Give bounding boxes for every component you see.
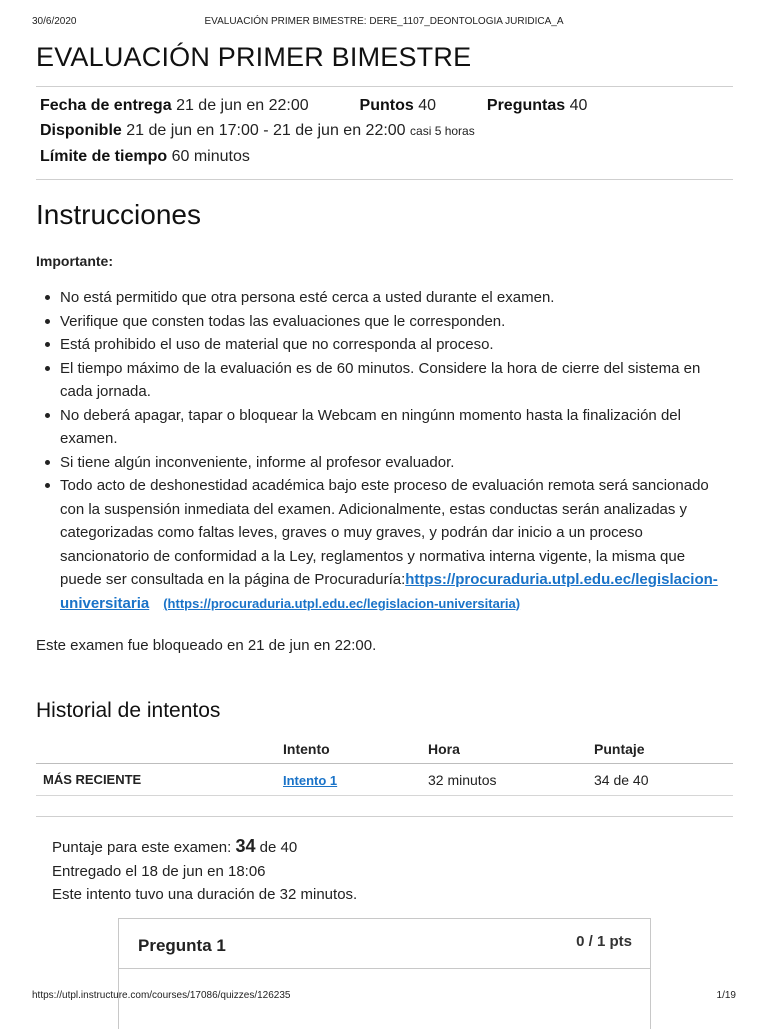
list-item [36,333,726,357]
attempt-time: 32 minutos [428,764,594,796]
page-counter: 1/19 [716,990,736,1001]
rule-text: Todo acto de deshonestidad académica bajo este proceso de evaluación remota será sancionado con la suspensión inmediata del examen. Adicionalmente, estas conductas serán analizadas y categorizadas como faltas leves, graves o muy graves, y podrán dar inicio a un proceso sancionatorio de conformidad a la Ley, reglamentos y normativa interna vigente, la misma que puede ser consultada en la página de Procuraduría: [60,477,709,588]
divider [36,816,733,817]
bullet-icon [45,413,50,418]
rule-text: Está prohibido el uso de material que no corresponda al proceso. [60,336,494,353]
column-header: Puntaje [594,734,733,764]
available-note: casi 5 horas [410,124,475,138]
duration-text: Este intento tuvo una duración de 32 minutos. [52,886,358,903]
submitted-text: Entregado el 18 de jun en 18:06 [52,863,266,880]
time-limit-label: Límite de tiempo [40,148,168,165]
print-url: https://utpl.instructure.com/courses/17086/quizzes/126235 [32,990,291,1001]
score-value: 34 [235,836,256,856]
table-row [36,764,733,796]
table-header-row [36,734,733,764]
attempt-score: 34 de 40 [594,764,733,796]
questions-value: 40 [569,97,588,114]
list-item [36,357,726,404]
print-header [0,16,768,32]
available-value: 21 de jun en 17:00 - 21 de jun en 22:00 [126,122,406,139]
bullet-icon [45,342,50,347]
list-item [36,451,726,475]
points-value: 40 [418,97,436,114]
question-points: 0 / 1 pts [576,933,632,950]
print-document-title: EVALUACIÓN PRIMER BIMESTRE: DERE_1107_DEONTOLOGIA JURIDICA_A [204,16,564,27]
quiz-title: EVALUACIÓN PRIMER BIMESTRE [36,42,472,72]
available-label: Disponible [40,122,122,139]
quiz-meta-row-2 [40,122,475,140]
bullet-icon [45,366,50,371]
due-label: Fecha de entrega [40,97,172,114]
bullet-icon [45,319,50,324]
bullet-icon [45,295,50,300]
list-item [36,474,726,615]
quiz-meta-row-3 [40,148,250,166]
attempt-link[interactable]: Intento 1 [283,772,338,788]
attempt-label: MÁS RECIENTE [36,764,283,796]
rule-text: No está permitido que otra persona esté cerca a usted durante el examen. [60,289,555,306]
question-card [118,918,651,1029]
list-item [36,286,726,310]
attempts-table [36,734,733,796]
quiz-meta-row-1 [40,97,587,115]
bullet-icon [45,483,50,488]
column-header: Hora [428,734,594,764]
rule-text: Verifique que consten todas las evaluaciones que le corresponden. [60,312,506,330]
history-heading: Historial de intentos [36,699,221,722]
column-header: Intento [283,734,428,764]
rules-list [36,286,726,615]
rule-text: El tiempo máximo de la evaluación es de 60 minutos. Considere la hora de cierre del sistema en cada jornada. [60,359,701,400]
questions-label: Preguntas [486,97,566,114]
bullet-icon [45,460,50,465]
question-title: Pregunta 1 [138,936,226,955]
legislation-link[interactable]: https://procuraduria.utpl.edu.ec/legislacion-universitaria [60,571,718,612]
column-header [36,734,283,764]
important-label: Importante: [36,253,113,269]
instructions-heading: Instrucciones [36,199,201,230]
points-label: Puntos [359,97,414,114]
divider [36,86,733,87]
score-suffix: de 40 [259,839,298,856]
list-item [36,310,726,334]
time-limit-value: 60 minutos [171,148,250,165]
locked-notice: Este examen fue bloqueado en 21 de jun en 22:00. [36,637,377,654]
print-date: 30/6/2020 [32,16,77,27]
due-value: 21 de jun en 22:00 [176,97,309,114]
rule-text: No deberá apagar, tapar o bloquear la Webcam en ningúnn momento hasta la finalización del examen. [60,406,681,447]
score-summary [52,836,297,857]
rule-text: Si tiene algún inconveniente, informe al profesor evaluador. [60,453,455,471]
score-prefix: Puntaje para este examen: [52,839,232,856]
legislation-link-url[interactable]: (https://procuraduria.utpl.edu.ec/legislacion-universitaria) [163,595,521,611]
list-item [36,404,726,451]
divider [36,179,733,180]
question-header [119,919,650,969]
